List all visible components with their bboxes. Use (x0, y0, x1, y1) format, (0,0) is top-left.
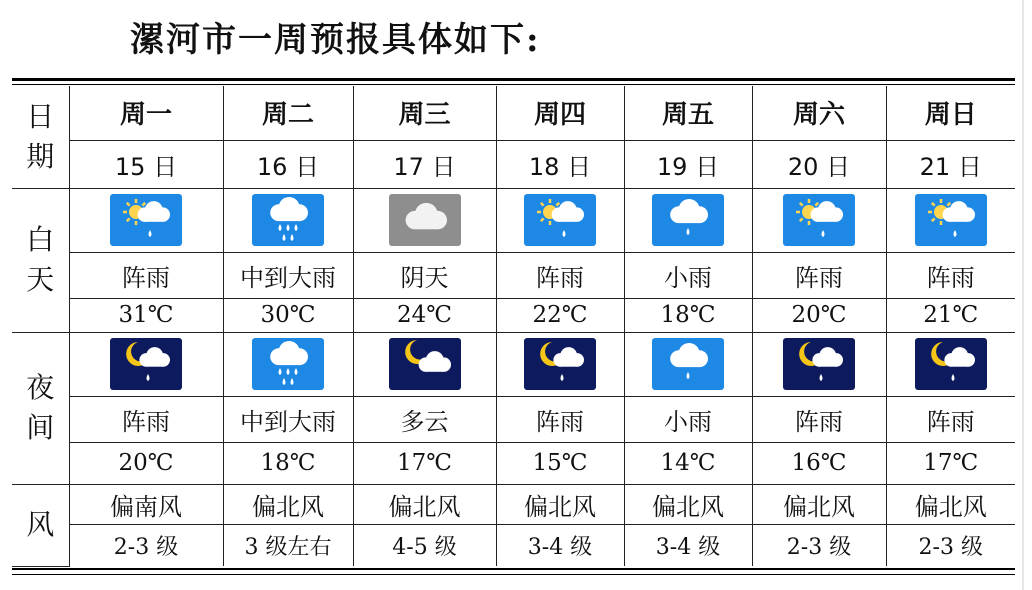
night-low-temp: 15℃ (496, 442, 624, 484)
wind-level: 3 级左右 (223, 524, 353, 566)
day-icon-cell (752, 188, 886, 252)
wind-level: 2-3 级 (886, 524, 1015, 566)
wind-level: 4-5 级 (353, 524, 496, 566)
night-icon-cell (886, 332, 1015, 396)
page-title: 漯河市一周预报具体如下: (130, 20, 541, 60)
wind-direction: 偏南风 (69, 484, 223, 524)
weekday-label: 周日 (886, 86, 1015, 140)
day-high-temp: 21℃ (886, 298, 1015, 332)
day-icon-cell (886, 188, 1015, 252)
wind-level: 3-4 级 (624, 524, 752, 566)
day-high-temp: 22℃ (496, 298, 624, 332)
day-condition: 阵雨 (69, 252, 223, 298)
weekday-label: 周四 (496, 86, 624, 140)
day-icon-cell (624, 188, 752, 252)
table-row (12, 298, 1015, 332)
moon-cloud-icon (389, 338, 461, 390)
day-icon-cell (353, 188, 496, 252)
day-high-temp: 20℃ (752, 298, 886, 332)
date-label: 18 日 (496, 140, 624, 188)
wind-direction: 偏北风 (223, 484, 353, 524)
day-high-temp: 24℃ (353, 298, 496, 332)
day-high-temp: 18℃ (624, 298, 752, 332)
page-edge-line (1022, 0, 1024, 590)
weekday-label: 周一 (69, 86, 223, 140)
moon-cloud-rain-icon (110, 338, 182, 390)
top-rule (12, 78, 1015, 81)
weekday-label: 周六 (752, 86, 886, 140)
moon-cloud-rain-icon (524, 338, 596, 390)
night-condition: 多云 (353, 396, 496, 442)
table-row (12, 442, 1015, 484)
day-icon-cell (496, 188, 624, 252)
date-label: 15 日 (69, 140, 223, 188)
night-icon-cell (69, 332, 223, 396)
cloud-heavy-rain-icon (252, 194, 324, 246)
wind-level: 3-4 级 (496, 524, 624, 566)
wind-level: 2-3 级 (69, 524, 223, 566)
day-high-temp: 31℃ (69, 298, 223, 332)
night-low-temp: 18℃ (223, 442, 353, 484)
day-condition: 阵雨 (886, 252, 1015, 298)
top-rule-thin (12, 84, 1015, 85)
night-condition: 阵雨 (752, 396, 886, 442)
night-low-temp: 14℃ (624, 442, 752, 484)
day-high-temp: 30℃ (223, 298, 353, 332)
table-row (12, 524, 1015, 566)
date-label: 17 日 (353, 140, 496, 188)
cloud-light-rain-icon (652, 338, 724, 390)
sun-cloud-rain-icon (524, 194, 596, 246)
weekday-label: 周三 (353, 86, 496, 140)
wind-level: 2-3 级 (752, 524, 886, 566)
bottom-rule-thin (12, 574, 1015, 575)
moon-cloud-rain-icon (783, 338, 855, 390)
night-icon-cell (223, 332, 353, 396)
night-low-temp: 17℃ (886, 442, 1015, 484)
moon-cloud-rain-icon (915, 338, 987, 390)
day-condition: 阵雨 (496, 252, 624, 298)
night-condition: 阵雨 (69, 396, 223, 442)
overcast-icon (389, 194, 461, 246)
weekday-label: 周五 (624, 86, 752, 140)
night-low-temp: 16℃ (752, 442, 886, 484)
day-condition: 中到大雨 (223, 252, 353, 298)
table-row (12, 188, 1015, 252)
night-low-temp: 20℃ (69, 442, 223, 484)
cloud-light-rain-icon (652, 194, 724, 246)
table-row (12, 252, 1015, 298)
table-row (12, 86, 1015, 140)
wind-direction: 偏北风 (353, 484, 496, 524)
wind-direction: 偏北风 (496, 484, 624, 524)
wind-direction: 偏北风 (752, 484, 886, 524)
night-low-temp: 17℃ (353, 442, 496, 484)
table-row (12, 484, 1015, 524)
night-icon-cell (496, 332, 624, 396)
day-icon-cell (223, 188, 353, 252)
sun-cloud-rain-icon (783, 194, 855, 246)
row-header: 白 天 (12, 188, 69, 332)
night-icon-cell (624, 332, 752, 396)
day-condition: 小雨 (624, 252, 752, 298)
row-header: 日 期 (12, 86, 69, 188)
night-condition: 小雨 (624, 396, 752, 442)
weekday-label: 周二 (223, 86, 353, 140)
sun-cloud-rain-icon (110, 194, 182, 246)
table-row (12, 396, 1015, 442)
wind-direction: 偏北风 (886, 484, 1015, 524)
night-condition: 中到大雨 (223, 396, 353, 442)
forecast-table (12, 86, 1015, 567)
bottom-rule (12, 568, 1015, 570)
night-icon-cell (353, 332, 496, 396)
date-label: 19 日 (624, 140, 752, 188)
row-header: 风 (12, 484, 69, 566)
day-icon-cell (69, 188, 223, 252)
date-label: 16 日 (223, 140, 353, 188)
table-row (12, 140, 1015, 188)
cloud-heavy-rain-icon (252, 338, 324, 390)
row-header: 夜 间 (12, 332, 69, 484)
sun-cloud-rain-icon (915, 194, 987, 246)
night-condition: 阵雨 (496, 396, 624, 442)
date-label: 21 日 (886, 140, 1015, 188)
night-icon-cell (752, 332, 886, 396)
day-condition: 阵雨 (752, 252, 886, 298)
date-label: 20 日 (752, 140, 886, 188)
night-condition: 阵雨 (886, 396, 1015, 442)
wind-direction: 偏北风 (624, 484, 752, 524)
day-condition: 阴天 (353, 252, 496, 298)
table-row (12, 332, 1015, 396)
